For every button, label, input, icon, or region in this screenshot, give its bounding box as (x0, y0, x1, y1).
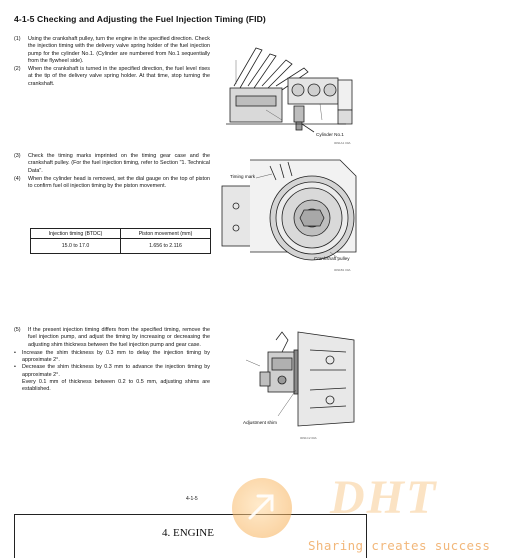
figure-code: 0091B1 00A (334, 268, 351, 272)
fuel-pump-figure (226, 40, 356, 144)
section-title: 4-1-5 Checking and Adjusting the Fuel Injection Timing (FID) (14, 14, 266, 24)
bullet-item: • Increase the shim thickness by 0.3 mm to delay the injection timing by approximate 2°. (14, 349, 210, 364)
adjustment-shim-figure (238, 330, 358, 430)
step-3: (3) Check the timing marks imprinted on the timing gear case and the crankshaft pulley. (For the fuel injection timing, refer to Section "1. Technical Data". (14, 153, 210, 174)
figure-label: Adjustment shim (243, 420, 277, 425)
table-header-cell: Injection timing (BTDC) (31, 229, 121, 239)
figure-label: Crankshaft pulley (314, 256, 350, 261)
watermark-logo: DHT (330, 471, 438, 524)
footer-chapter: 4. ENGINE (162, 527, 214, 539)
step-2: (2) When the crankshaft is turned in the specified direction, the fuel level rises at the tip of the delivery valve spring holder. At that time, stop turning the crankshaft. (14, 66, 210, 87)
figure-label: Timing mark (230, 174, 256, 179)
bullet-item: • Decrease the shim thickness by 0.3 mm to advance the injection timing by approximate 2°. (14, 364, 210, 378)
figure-code: 0091C2 00A (300, 436, 317, 440)
steps-group-a (14, 36, 210, 89)
step-4: (4) When the cylinder head is removed, set the dial gauge on the top of piston to confirm fuel oil injection timing by the piston movement. (14, 175, 210, 190)
table-header-cell: Piston movement (mm) (121, 229, 211, 239)
page-number: 4-1-5 (186, 496, 198, 502)
steps-group-c (14, 327, 210, 394)
crankshaft-pulley-figure (220, 156, 360, 268)
table-cell: 1.656 to 2.116 (121, 239, 211, 254)
step-5: (5) If the present injection timing differs from the specified timing, remove the fuel injection pump, and adjust the timing by increasing or decreasing the adjusting shim thickness between the fuel injection pump and gear case. (14, 327, 210, 348)
figure-code: 0091A1 00A (334, 141, 351, 145)
step-1: (1) Using the crankshaft pulley, turn the engine in the specified direction. Check the injection timing with the delivery valve spring holder of the fuel injection pump for the cylinder No.1. (Cylinder are numbered from No.1 sequentially from the flywheel side). (14, 36, 210, 64)
injection-timing-table (30, 228, 211, 254)
figure-label: Cylinder No.1 (316, 132, 344, 137)
steps-group-b (14, 153, 210, 191)
bullet-note: Every 0.1 mm of thickness between 0.2 to 0.5 mm, adjusting shims are established. (22, 379, 210, 393)
watermark-arrow-icon (244, 488, 280, 524)
table-row (31, 239, 211, 254)
watermark-tagline: Sharing creates success (308, 538, 491, 553)
table-cell: 15.0 to 17.0 (31, 239, 121, 254)
table-header-row (31, 229, 211, 239)
